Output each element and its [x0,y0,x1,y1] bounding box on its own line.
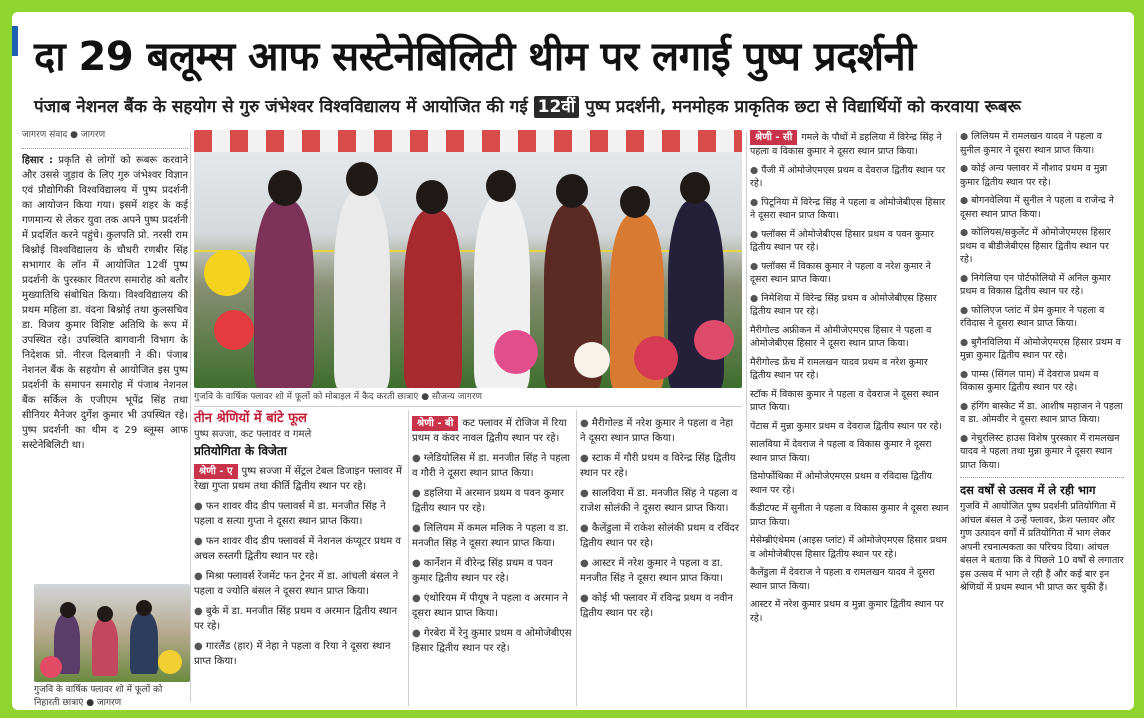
list-item: स्टॉक में विकास कुमार ने पहला व देवराज ने दूसरा स्थान प्राप्त किया। [750,388,939,413]
list-item: ● एंथोरियम में पीयूष ने पहला व अरमान ने दूसरा स्थान प्राप्त किया। [412,593,568,619]
main-photo-caption: गुजवि के वार्षिक फ्लावर शो में फूलों को मोबाइल में कैद करती छात्राएं ● सौजन्य जागरण [194,392,483,402]
sidebar-body: गुजवि में आयोजित पुष्प प्रदर्शनी प्रतियोगिता में आंचल बंसल ने उन्हें फ्लावर, फ्रेश फ्लावर और गुण उत्पादन वर्गों में प्रतियोगिता में भाग लेकर अपनी रचनात्मकता का परिचय दिया। आंचल बंसल ने बताया कि वे पिछले 10 वर्षों से लगातार इस उत्सव में भाग ले रही हैं और कई बार इन श्रेणियों में प्रथम स्थान भी प्राप्त कर चुकी हैं। [960,501,1124,593]
category-a-badge: श्रेणी - ए [194,464,238,479]
column-category-c [750,130,950,708]
list-item: ● कोई भी फ्लावर में रविन्द्र प्रथम व नवीन द्वितीय स्थान पर रहे। [580,593,733,619]
list-item: ● डहलिया में अरमान प्रथम व पवन कुमार द्वितीय स्थान पर रहे। [412,488,564,514]
list-item: ● मैरीगोल्ड में नरेश कुमार ने पहला व नेहा ने दूसरा स्थान प्राप्त किया। [580,418,734,444]
column-category-b [412,416,572,708]
list-item: मैरीगोल्ड अफ्रीकन में ओमीजेएमएस हिसार ने पहला व ओमोजेबीएस हिसार ने दूसरा स्थान प्राप्त किया। [750,324,932,349]
dateline: हिसार : [22,155,53,166]
list-item: श्रेणी - ए पुष्प सज्जा में सेंट्रल टेबल डिजाइन फ्लावर में रेखा गुप्ता प्रथम तथा कीर्ति द्वितीय स्थान पर रहे। [194,466,402,492]
sidebar-heading: दस वर्षों से उत्सव में ले रही भाग [960,483,1096,497]
column-category-a [194,410,404,708]
list-item: ● फन शावर वीद डीप फ्लावर्स में नेशनल कंप्यूटर प्रथम व अचल रुस्तगी द्वितीय स्थान पर रहे। [194,536,401,562]
list-item: ● पाम्स (सिंगल पाम) में देवराज प्रथम व विकास कुमार द्वितीय स्थान पर रहे। [960,368,1099,393]
subhead-number: 12वीं [534,96,580,118]
list-item: ● मिश्रा फ्लावर्स रेंजमेंट फन ट्रेनर में डा. आंचली बंसल ने पहला व ज्योति बंसल ने दूसरा स्थान प्राप्त किया। [194,571,399,597]
list-item: ● गेरबेरा में रेनु कुमार प्रथम व ओमोजेबीएस हिसार द्वितीय स्थान पर रहे। [412,628,572,654]
list-item: ● बुगैनविलिया में ओमोजेएमएस हिसार प्रथम व मुन्ना कुमार द्वितीय स्थान पर रहे। [960,336,1121,361]
winners-heading: प्रतियोगिता के विजेता [194,444,287,458]
list-item: ● स्टाक में गौरी प्रथम व विरेन्द्र सिंह द्वितीय स्थान पर रहे। [580,453,736,479]
list-item: ● फ्लॉक्स में ओमोजेबीएस हिसार प्रथम व पवन कुमार द्वितीय स्थान पर रहे। [750,228,934,253]
subhead-before: पंजाब नेशनल बैंक के सहयोग से गुरु जंभेश्वर विश्वविद्यालय में आयोजित की गई [34,97,528,117]
category-c-badge: श्रेणी - सी [750,130,797,145]
intro-body: प्रकृति से लोगों को रूबरू करवाने और उससे जुड़ाव के लिए गुरु जंभेश्वर विज्ञान एवं प्रौद्योगिकी विश्वविद्यालय में पुष्प प्रदर्शनी का आयोजन किया गया। इसमें शहर के कई गणमान्य से लेकर युवा तक अपने पुष्प प्रदर्शनी में प्रदर्शित करने पहुंचे। कुलपति प्रो. नरसी राम बिश्नोई विश्वविद्यालय के चौधरी रणबीर सिंह सभागार के लॉन में आयोजित 12वीं पुष्प प्रदर्शनी के पुरस्कार वितरण समारोह को बतौर मुख्यातिथि संबोधित किया। विश्वविद्यालय की प्रथम महिला डा. वंदना बिश्नोई तथा कुलसचिव डा. विजय कुमार विशिष्ट अतिथि के रूप में उपस्थित रहे। उपस्थिति बागवानी विभाग के निदेशक प्रो. नीरज दिलबाग़ी ने की। पंजाब नेशनल बैंक के सहयोग से आयोजित इस पुष्प प्रदर्शनी के समापन समारोह में पंजाब नेशनल बैंक सर्किल के एजीएम भूपेंद्र सिंह तथा सीनियर मैनेजर दुर्गेश कुमार भी उपस्थित रहे। पुष्प प्रदर्शनी का थीम द 29 ब्लूम्स आफ सस्टेनेबिलिटी था। [22,155,188,451]
list-item: ● गारलैंड (हार) में नेहा ने पहला व रिया ने दूसरा स्थान प्राप्त किया। [194,641,391,667]
list-item: पेंटास में मुन्ना कुमार प्रथम व देवराज द्वितीय स्थान पर रहे। [750,420,942,432]
list-item: श्रेणी - बी कट फ्लावर में रोजिज में रिया प्रथम व कंवर नावल द्वितीय स्थान पर रहे। [412,418,567,444]
list-item: कैलेंडुला में देवराज ने पहला व रामलखन यादव ने दूसरा स्थान प्राप्त किया। [750,567,935,592]
list-item: ● कार्नेशन में वीरेन्द्र सिंह प्रथम व पवन कुमार द्वितीय स्थान पर रहे। [412,558,553,584]
list-item: ● लिलियम में रामलखन यादव ने पहला व सुनील कुमार ने दूसरा स्थान प्राप्त किया। [960,131,1102,156]
list-item: कैंडीटफ्ट में सुनीता ने पहला व विकास कुमार ने दूसरा स्थान प्राप्त किया। [750,503,949,528]
list-item: ● कोलियस/सकुलेंट में ओमोजेएमएस हिसार प्रथम व बीडीजेबीएस हिसार द्वितीय स्थान पर रहे। [960,227,1111,265]
list-item: ● पैंजी में ओमोजेएमएस प्रथम व देवराज द्वितीय स्थान पर रहे। [750,164,946,189]
list-item: ● निगेलिया एन पोर्टफोलियो में अनिल कुमार प्रथम व विकास द्वितीय स्थान पर रहे। [960,272,1111,297]
list-item: ● पिटूनिया में विरेन्द्र सिंह ने पहला व ओमोजेबीएस हिसार ने दूसरा स्थान प्राप्त किया। [750,196,946,221]
newspaper-page [12,12,1134,710]
main-photo [194,130,742,388]
section-subtitle: पुष्प सज्जा, कट फ्लावर व गमले [194,429,312,440]
headline: दा 29 बलूम्स आफ सस्टेनेबिलिटी थीम पर लगाई पुष्प प्रदर्शनी [34,34,916,80]
list-item: ● नेचुरलिस्ट हाउस विशेष पुरस्कार में रामलखन यादव ने पहला तथा मुन्ना कुमार ने दूसरा स्थान प्राप्त किया। [960,432,1120,471]
subheadline [34,96,1130,118]
small-photo-caption: गुजवि के वार्षिक फ्लावर शो में फूलों को निहारती छात्राएं ● जागरण [34,685,163,708]
list-item: ● हंगिंग बास्केट में डा. आशीष महाजन ने पहला व डा. ओमवीर ने दूसरा स्थान प्राप्त किया। [960,400,1123,425]
section-title: तीन श्रेणियों में बांटे फूल [194,411,307,426]
column-intro [22,128,188,574]
list-item: ● बुके में डा. मनजीत सिंह प्रथम व अरमान द्वितीय स्थान पर रहे। [194,606,398,632]
list-item: ● फ्लॉक्स में विकास कुमार ने पहला व नरेश कुमार ने दूसरा स्थान प्राप्त किया। [750,260,931,285]
section-marker [12,26,18,56]
list-item: डिमोर्फोथिका में ओमोजेएमएस प्रथम व रविदास द्वितीय स्थान पर रहे। [750,471,932,496]
list-item: ● लिलियम में कमल मलिक ने पहला व डा. मनजीत सिंह ने दूसरा स्थान प्राप्त किया। [412,523,569,549]
list-item: ● आस्टर में नरेश कुमार ने पहला व डा. मनजीत सिंह ने दूसरा स्थान प्राप्त किया। [580,558,724,584]
list-item: मेसेम्ब्रीएंथेमम (आइस प्लांट) में ओमोजेएमएस हिसार प्रथम व ओमोजेबीएस हिसार द्वितीय स्थान पर रहे। [750,535,947,560]
column-category-b-continued [580,416,740,708]
list-item: ● कैलेंडुला में राकेश सोलंकी प्रथम व रविंदर द्वितीय स्थान पर रहे। [580,523,739,549]
byline: जागरण संवाद ● जागरण [22,130,106,140]
list-item: ● ग्लेडियोलिस में डा. मनजीत सिंह ने पहला व गौरी ने दूसरा स्थान प्राप्त किया। [412,453,570,479]
column-winners-continued [960,130,1124,708]
list-item: ● फन शावर वीद डीप फ्लावर्स में डा. मनजीत सिंह ने पहला व सत्या गुप्ता ने दूसरा स्थान प्राप्त किया। [194,501,386,527]
intro-text [22,153,188,453]
list-item: सालविया में देवराज ने पहला व विकास कुमार ने दूसरा स्थान प्राप्त किया। [750,439,932,464]
list-item: श्रेणी - सी गमले के पौधों में डहलिया में विरेन्द्र सिंह ने पहला व विकास कुमार ने दूसरा स्थान प्राप्त किया। [750,132,942,157]
subhead-after: पुष्प प्रदर्शनी, मनमोहक प्राकृतिक छटा से विद्यार्थियों को करवाया रूबरू [585,97,1021,117]
list-item: आस्टर में नरेश कुमार प्रथम व मुन्ना कुमार द्वितीय स्थान पर रहे। [750,599,944,624]
list-item: ● सालविया में डा. मनजीत सिंह ने पहला व राजेश सोलंकी ने दूसरा स्थान प्राप्त किया। [580,488,738,514]
small-photo [34,584,190,682]
category-b-badge: श्रेणी - बी [412,416,458,431]
list-item: ● निमेशिया में विरेन्द्र सिंह प्रथम व ओमोजेबीएस हिसार द्वितीय स्थान पर रहे। [750,292,937,317]
list-item: ● फोलिएज प्लांट में प्रेम कुमार ने पहला व रविदास ने दूसरा स्थान प्राप्त किया। [960,304,1105,329]
list-item: ● बोगनवेलिया में सुनील ने पहला व राजेन्द्र ने दूसरा स्थान प्राप्त किया। [960,195,1114,220]
list-item: मैरीगोल्ड फ्रेंच में रामलखन यादव प्रथम व नरेश कुमार द्वितीय स्थान पर रहे। [750,356,928,381]
list-item: ● कोई अन्य फ्लावर में नौशाद प्रथम व मुन्ना कुमार द्वितीय स्थान पर रहे। [960,163,1108,188]
